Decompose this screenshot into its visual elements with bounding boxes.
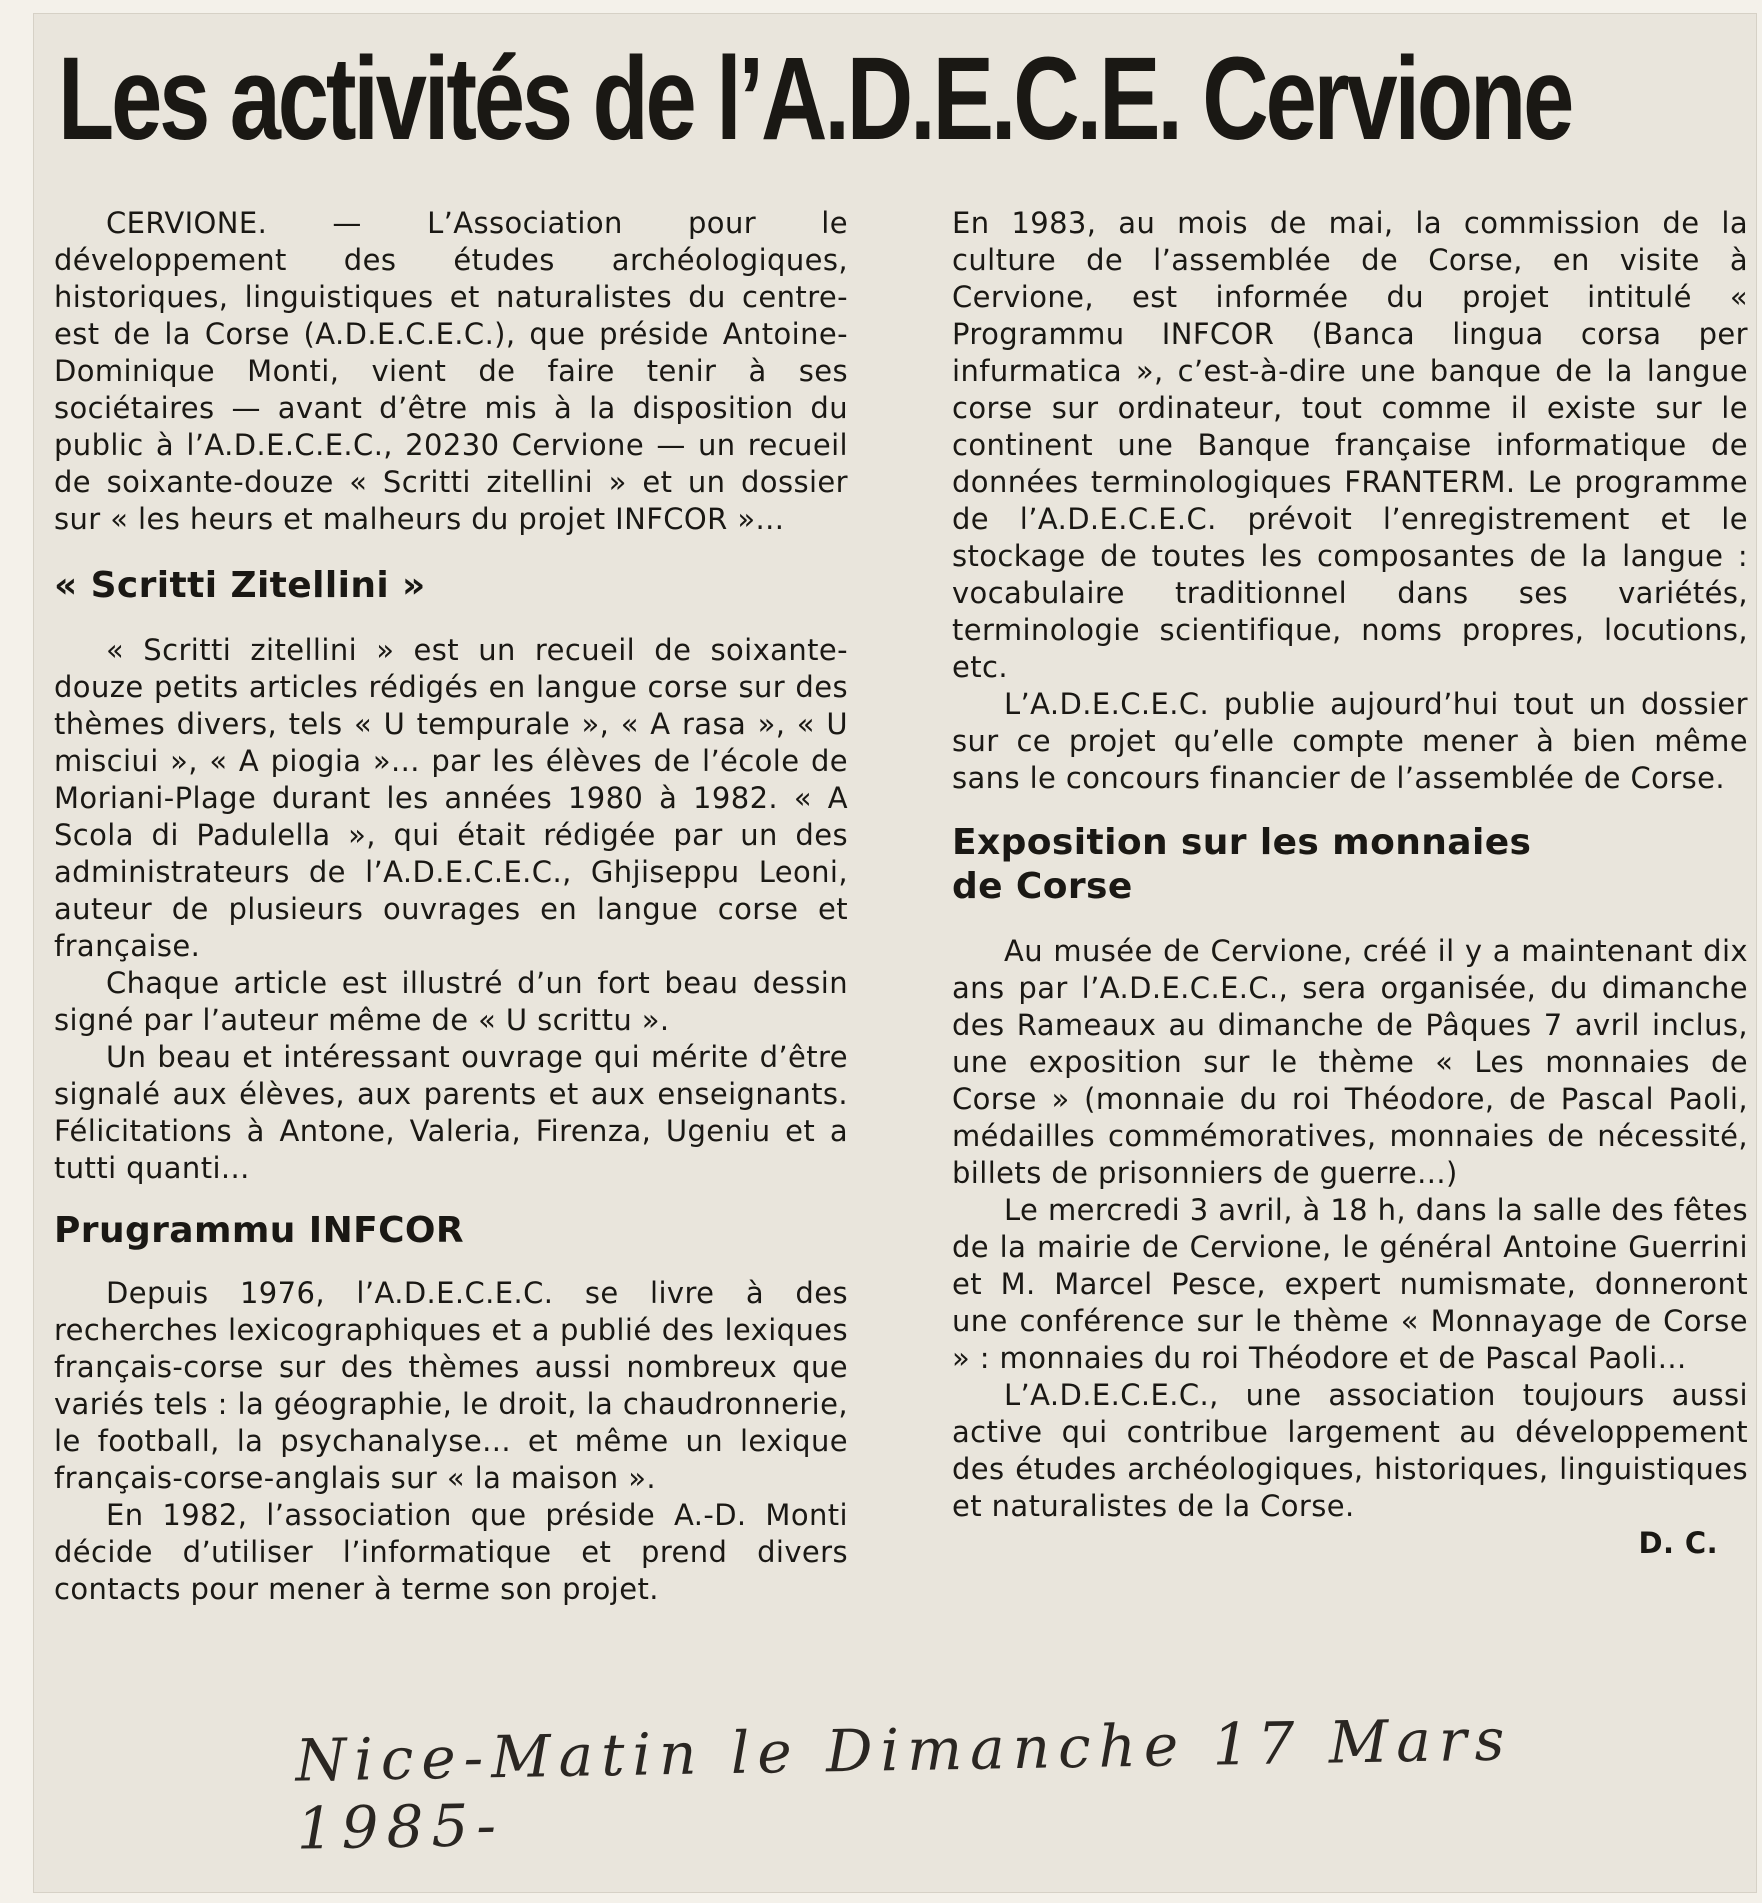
paragraph-exposition-3: L’A.D.E.C.E.C., une association toujours aussi active qui contribue largement au développement des études archéologiques, historiques, linguistiques et naturalistes de la Corse. [952, 1378, 1748, 1523]
paragraph-dossier: L’A.D.E.C.E.C. publie aujourd’hui tout un dossier sur ce projet qu’elle compte mener à bien même sans le concours financier de l’assemblée de Corse. [952, 687, 1748, 795]
author-signature: D. C. [1638, 1526, 1718, 1560]
right-column [952, 205, 1748, 1562]
paragraph-infcor-2: En 1982, l’association que préside A.-D. Monti décide d’utiliser l’informatique et prend divers contacts pour mener à terme son projet. [54, 1498, 848, 1606]
left-column [54, 205, 848, 1608]
subheading-scritti: « Scritti Zitellini » [54, 565, 426, 606]
subheading-infcor: Prugrammu INFCOR [54, 1210, 465, 1251]
paragraph-commission: En 1983, au mois de mai, la commission de la culture de l’assemblée de Corse, en visite à Cervione, est informée du projet intitulé « Programmu INFCOR (Banca lingua corsa per infurmatica », c’est-à-dire une banque de la langue corse sur ordinateur, tout comme il existe sur le continent une Banque française informatique de données terminologiques FRANTERM. Le programme de l’A.D.E.C.E.C. prévoit l’enregistrement et le stockage de toutes les composantes de la langue : vocabulaire traditionnel dans ses variétés, terminologie scientifique, noms propres, locutions, etc. [952, 206, 1748, 684]
paragraph-exposition-1: Au musée de Cervione, créé il y a maintenant dix ans par l’A.D.E.C.E.C., sera organisée, du dimanche des Rameaux au dimanche de Pâques 7 avril inclus, une exposition sur le thème « Les monnaies de Corse » (monnaie du roi Théodore, de Pascal Paoli, médailles commémoratives, monnaies de nécessité, billets de prisonniers de guerre...) [952, 934, 1748, 1190]
handwritten-source-note: Nice-Matin le Dimanche 17 Mars 1985- [294, 1705, 1513, 1863]
paragraph-exposition-2: Le mercredi 3 avril, à 18 h, dans la salle des fêtes de la mairie de Cervione, le général Antoine Guerrini et M. Marcel Pesce, expert numismate, donneront une conférence sur le thème « Monnayage de Corse » : monnaies du roi Théodore et de Pascal Paoli... [952, 1193, 1748, 1375]
subheading-exposition: Exposition sur les monnaies de Corse [952, 822, 1532, 907]
paragraph-scritti-2: Chaque article est illustré d’un fort beau dessin signé par l’auteur même de « U scrittu ». [54, 966, 848, 1037]
paragraph-scritti-3: Un beau et intéressant ouvrage qui mérite d’être signalé aux élèves, aux parents et aux enseignants. Félicitations à Antone, Valeria, Firenza, Ugeniu et a tutti quanti... [54, 1040, 848, 1185]
article-headline: Les activités de l’A.D.E.C.E. Cervione [58, 33, 1572, 165]
paragraph-scritti-1: « Scritti zitellini » est un recueil de soixante-douze petits articles rédigés en langue corse sur des thèmes divers, tels « U tempurale », « A rasa », « U misciui », « A piogia »... par les élèves de l’école de Moriani-Plage durant les années 1980 à 1982. « A Scola di Padulella », qui était rédigée par un des administrateurs de l’A.D.E.C.E.C., Ghjiseppu Leoni, auteur de plusieurs ouvrages en langue corse et française. [54, 633, 848, 963]
intro-paragraph: CERVIONE. — L’Association pour le développement des études archéologiques, historiques, linguistiques et naturalistes du centre-est de la Corse (A.D.E.C.E.C.), que préside Antoine-Dominique Monti, vient de faire tenir à ses sociétaires — avant d’être mis à la disposition du public à l’A.D.E.C.E.C., 20230 Cervione — un recueil de soixante-douze « Scritti zitellini » et un dossier sur « les heurs et malheurs du projet INFCOR »... [54, 206, 848, 536]
paragraph-infcor-1: Depuis 1976, l’A.D.E.C.E.C. se livre à des recherches lexicographiques et a publié des lexiques français-corse sur des thèmes aussi nombreux que variés tels : la géographie, le droit, la chaudronnerie, le football, la psychanalyse... et même un lexique français-corse-anglais sur « la maison ». [54, 1276, 848, 1495]
